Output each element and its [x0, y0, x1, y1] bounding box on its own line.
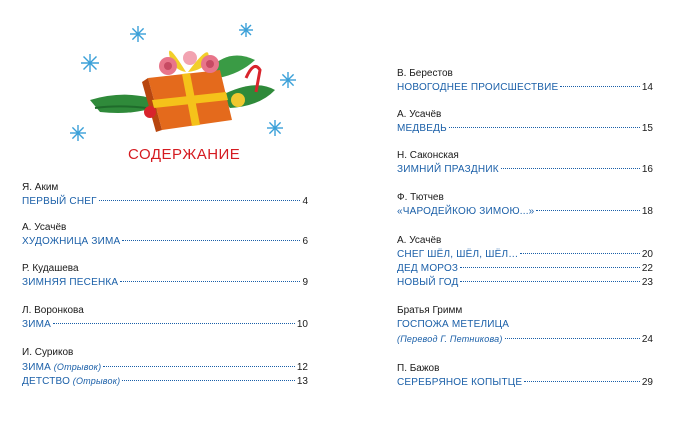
story-title: ЗИМНЯЯ ПЕСЕНКА — [22, 277, 119, 288]
toc-entry — [397, 191, 653, 219]
dot-leader — [53, 323, 295, 324]
ornament-icon — [231, 93, 245, 107]
dot-leader — [460, 267, 640, 268]
author-name: Ф. Тютчев — [397, 192, 444, 203]
page-number: 6 — [302, 236, 308, 247]
snowflake-icon — [239, 23, 253, 37]
dot-leader — [449, 127, 640, 128]
snowflake-icon — [81, 54, 99, 72]
gift-illustration — [70, 8, 310, 148]
page-number: 22 — [641, 263, 653, 274]
snowflake-icon — [130, 26, 146, 42]
toc-link[interactable] — [397, 205, 653, 219]
author-name: Р. Кудашева — [22, 263, 79, 274]
story-title: ПЕРВЫЙ СНЕГ — [22, 196, 97, 207]
author-name: В. Берестов — [397, 68, 453, 79]
toc-entry — [22, 181, 308, 209]
snowflake-icon — [70, 125, 86, 141]
page-number: 20 — [641, 249, 653, 260]
dot-leader — [505, 338, 640, 339]
story-subtitle: (Отрывок) — [70, 376, 121, 386]
dot-leader — [122, 380, 295, 381]
page-number: 16 — [641, 164, 653, 175]
story-title: ЗИМА — [22, 319, 52, 330]
author-name: И. Суриков — [22, 347, 74, 358]
toc-entry — [397, 149, 653, 177]
toc-link[interactable] — [397, 248, 653, 262]
author-name: Л. Воронкова — [22, 305, 84, 316]
story-title: НОВОГОДНЕЕ ПРОИСШЕСТВИЕ — [397, 82, 559, 93]
dot-leader — [460, 281, 639, 282]
gift-with-fir-branches-image — [70, 8, 310, 148]
toc-entry — [22, 346, 308, 388]
dot-leader — [524, 381, 640, 382]
author-name: П. Бажов — [397, 363, 440, 374]
page-number: 14 — [641, 82, 653, 93]
dot-leader — [501, 168, 640, 169]
toc-link[interactable] — [397, 318, 653, 332]
story-title: СЕРЕБРЯНОЕ КОПЫТЦЕ — [397, 377, 523, 388]
dot-leader — [520, 253, 639, 254]
toc-link[interactable] — [397, 122, 653, 136]
story-title: ДЕТСТВО — [22, 376, 71, 387]
author-name: Я. Аким — [22, 182, 59, 193]
story-title: ХУДОЖНИЦА ЗИМА — [22, 236, 121, 247]
snowflake-icon — [280, 72, 296, 88]
toc-link[interactable] — [397, 376, 653, 390]
toc-link[interactable] — [22, 374, 308, 388]
dot-leader — [560, 86, 639, 87]
toc-link[interactable] — [397, 276, 653, 290]
toc-link[interactable] — [397, 262, 653, 276]
dot-leader — [122, 240, 300, 241]
toc-entry — [397, 108, 653, 136]
page-number: 13 — [296, 376, 308, 387]
toc-link[interactable] — [22, 276, 308, 290]
page-number: 29 — [641, 377, 653, 388]
story-title: ЗИМА — [22, 362, 52, 373]
author-name: А. Усачёв — [397, 109, 442, 120]
page-number: 15 — [641, 123, 653, 134]
toc-link[interactable] — [397, 163, 653, 177]
page-number: 18 — [641, 206, 653, 217]
toc-entry — [397, 67, 653, 95]
toc-link[interactable] — [22, 360, 308, 374]
toc-entry — [22, 304, 308, 332]
toc-entry — [22, 262, 308, 290]
story-title: ДЕД МОРОЗ — [397, 263, 459, 274]
page-title: СОДЕРЖАНИЕ — [128, 146, 241, 163]
toc-entry — [397, 234, 653, 290]
story-title: ЗИМНИЙ ПРАЗДНИК — [397, 164, 499, 175]
toc-link[interactable] — [397, 81, 653, 95]
dot-leader — [99, 200, 301, 201]
author-name: Братья Гримм — [397, 305, 463, 316]
page-number: 24 — [641, 334, 653, 345]
story-title: СНЕГ ШЁЛ, ШЁЛ, ШЁЛ… — [397, 249, 519, 260]
author-name: Н. Саконская — [397, 150, 459, 161]
page-number: 12 — [296, 362, 308, 373]
dot-leader — [120, 281, 300, 282]
toc-link[interactable] — [22, 195, 308, 209]
toc-entry — [397, 362, 653, 390]
toc-entry — [22, 221, 308, 249]
toc-link[interactable] — [397, 332, 653, 346]
story-title: «ЧАРОДЕЙКОЮ ЗИМОЮ...» — [397, 206, 535, 217]
author-name: А. Усачёв — [22, 222, 67, 233]
page-number: 9 — [302, 277, 308, 288]
story-title: ГОСПОЖА МЕТЕЛИЦА — [397, 319, 510, 330]
toc-link[interactable] — [22, 235, 308, 249]
gift-box-icon — [142, 70, 232, 132]
story-title: МЕДВЕДЬ — [397, 123, 447, 134]
dot-leader — [536, 210, 639, 211]
page-number: 23 — [641, 277, 653, 288]
toc-entry — [397, 304, 653, 346]
toc-link[interactable] — [22, 318, 308, 332]
story-title: НОВЫЙ ГОД — [397, 277, 459, 288]
page-number: 10 — [296, 319, 308, 330]
page-number: 4 — [302, 196, 308, 207]
translator-note: (Перевод Г. Петникова) — [397, 334, 503, 344]
dot-leader — [103, 366, 295, 367]
story-subtitle: (Отрывок) — [51, 362, 102, 372]
snowflake-icon — [267, 120, 283, 136]
author-name: А. Усачёв — [397, 235, 442, 246]
ornament-icon — [144, 106, 156, 118]
